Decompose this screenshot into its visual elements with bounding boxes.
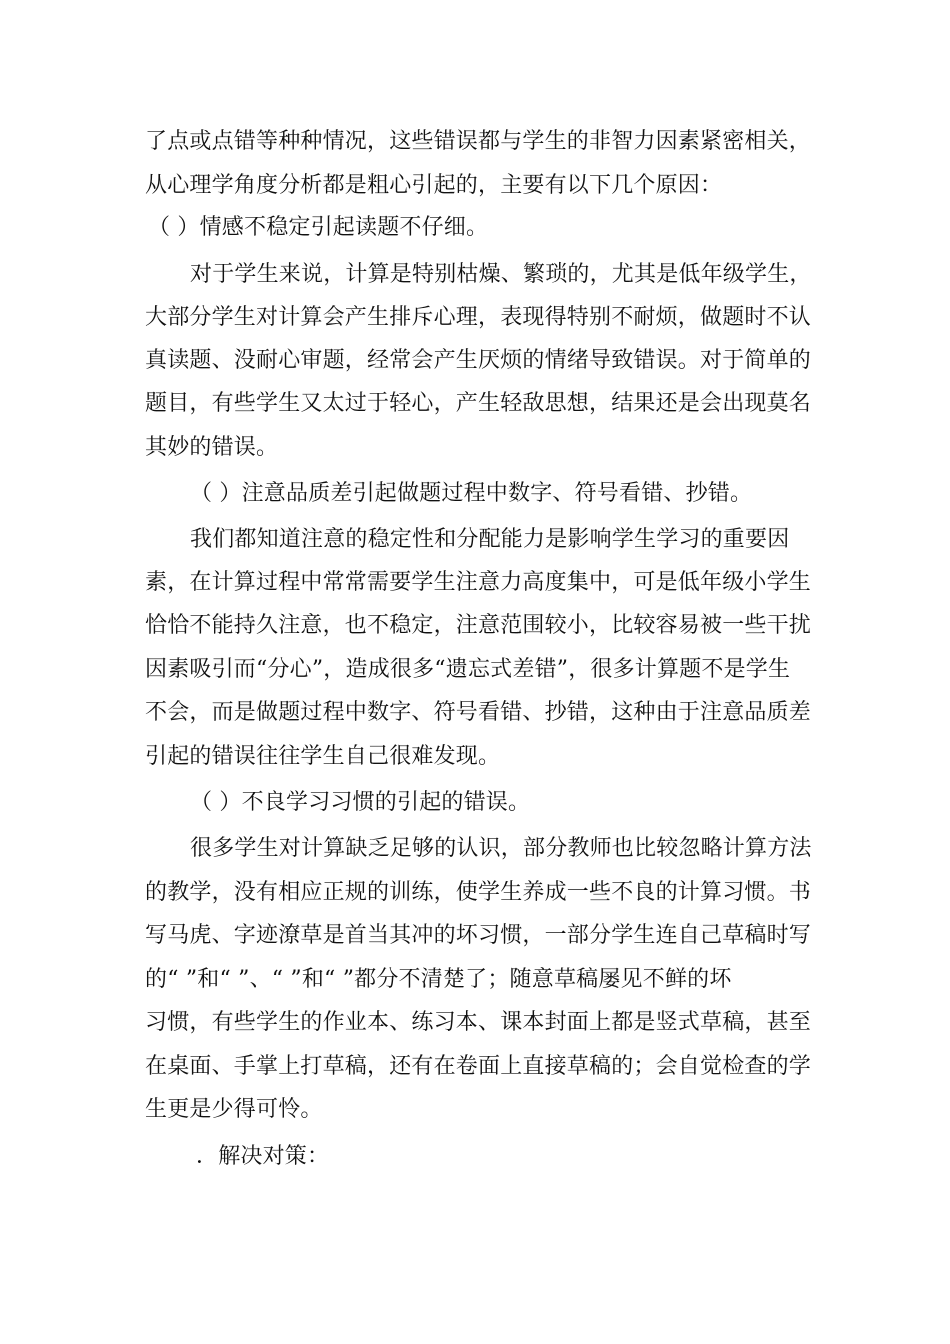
p2-line-1: 我们都知道注意的稳定性和分配能力是影响学生学习的重要因 — [190, 527, 790, 552]
intro-line-2: 从心理学角度分析都是粗心引起的，主要有以下几个原因： — [145, 173, 723, 198]
p1-line-5: 其妙的错误。 — [145, 435, 279, 460]
p2-line-3: 恰恰不能持久注意，也不稳定，注意范围较小，比较容易被一些干扰 — [145, 613, 812, 638]
heading-emotion: （ ）情感不稳定引起读题不仔细。 — [148, 215, 489, 240]
intro-line-1: 了点或点错等种种情况，这些错误都与学生的非智力因素紧密相关， — [145, 129, 812, 154]
p3-line-4: 的“ ”和“ ”、“ ”和“ ”都分不清楚了；随意草稿屡见不鲜的坏 — [145, 967, 732, 992]
section-solutions-heading: ．解决对策： — [196, 1144, 330, 1169]
p3-line-1: 很多学生对计算缺乏足够的认识，部分教师也比较忽略计算方法 — [190, 836, 812, 861]
p3-line-3: 写马虎、字迹潦草是首当其冲的坏习惯，一部分学生连自己草稿时写 — [145, 923, 812, 948]
p1-line-2: 大部分学生对计算会产生排斥心理，表现得特别不耐烦，做题时不认 — [145, 305, 812, 330]
heading-attention: （ ）注意品质差引起做题过程中数字、符号看错、抄错。 — [190, 481, 753, 506]
p3-line-6: 在桌面、手掌上打草稿，还有在卷面上直接草稿的；会自觉检查的学 — [145, 1054, 812, 1079]
p1-line-4: 题目，有些学生又太过于轻心，产生轻敌思想，结果还是会出现莫名 — [145, 391, 812, 416]
p2-line-5: 不会，而是做题过程中数字、符号看错、抄错，这种由于注意品质差 — [145, 700, 812, 725]
p1-line-3: 真读题、没耐心审题，经常会产生厌烦的情绪导致错误。对于简单的 — [145, 348, 812, 373]
p2-line-4: 因素吸引而“分心”，造成很多“遗忘式差错”，很多计算题不是学生 — [145, 657, 791, 682]
p3-line-2: 的教学，没有相应正规的训练，使学生养成一些不良的计算习惯。书 — [145, 880, 812, 905]
p1-line-1: 对于学生来说，计算是特别枯燥、繁琐的，尤其是低年级学生， — [190, 262, 812, 287]
p3-line-7: 生更是少得可怜。 — [145, 1097, 323, 1122]
heading-habits: （ ）不良学习习惯的引起的错误。 — [190, 790, 531, 815]
p3-line-5: 习惯，有些学生的作业本、练习本、课本封面上都是竖式草稿，甚至 — [145, 1010, 812, 1035]
p2-line-2: 素，在计算过程中常常需要学生注意力高度集中，可是低年级小学生 — [145, 570, 812, 595]
p2-line-6: 引起的错误往往学生自己很难发现。 — [145, 744, 501, 769]
